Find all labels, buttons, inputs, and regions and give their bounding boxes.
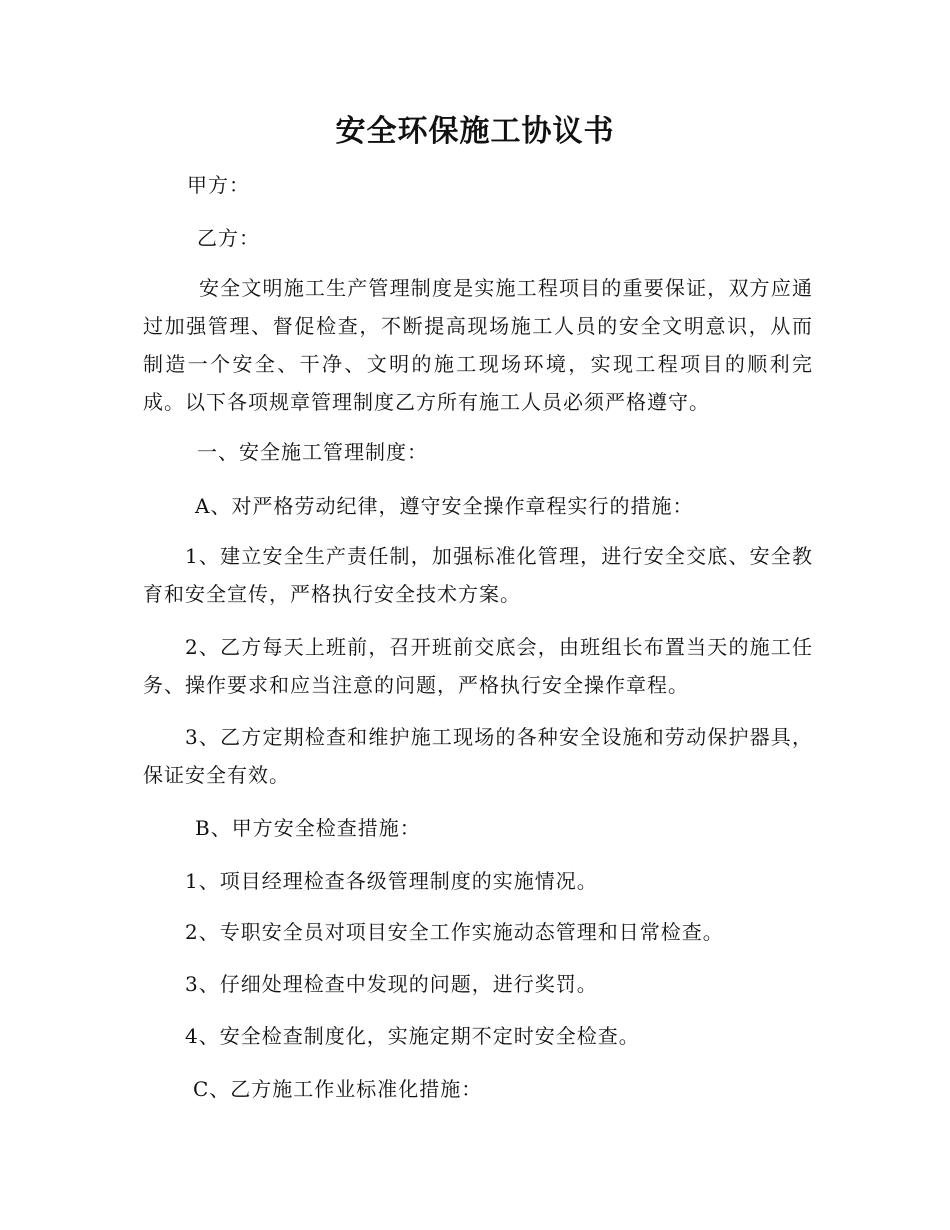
section-b-item: 3、仔细处理检查中发现的问题，进行奖罚。: [185, 972, 598, 996]
section-a-item: 2、乙方每天上班前，召开班前交底会，由班组长布置当天的施工任务、操作要求和应当注意的问题，严格执行安全操作章程。: [143, 635, 813, 697]
section-b-item: 4、安全检查制度化，实施定期不定时安全检查。: [185, 1024, 640, 1048]
section-a-heading: A、对严格劳动纪律，遵守安全操作章程实行的措施：: [195, 494, 694, 518]
section-a-item: 3、乙方定期检查和维护施工现场的各种安全设施和劳动保护器具，保证安全有效。: [143, 725, 813, 787]
document-title: 安全环保施工协议书: [335, 114, 615, 149]
section-c-heading: C、乙方施工作业标准化措施：: [193, 1077, 483, 1101]
intro-paragraph: 安全文明施工生产管理制度是实施工程项目的重要保证，双方应通过加强管理、督促检查，不断提高现场施工人员的安全文明意识，从而制造一个安全、干净、文明的施工现场环境，实现工程项目的顺利完成。以下各项规章管理制度乙方所有施工人员必须严格遵守。: [143, 276, 813, 414]
party-b-label: 乙方：: [197, 226, 260, 250]
section-1-heading: 一、安全施工管理制度：: [197, 440, 428, 464]
section-b-item: 1、项目经理检查各级管理制度的实施情况。: [185, 869, 598, 893]
section-b-item: 2、专职安全员对项目安全工作实施动态管理和日常检查。: [185, 920, 724, 944]
section-b-heading: B、甲方安全检查措施：: [195, 816, 421, 840]
section-a-item: 1、建立安全生产责任制，加强标准化管理，进行安全交底、安全教育和安全宣传，严格执行安全技术方案。: [143, 544, 813, 606]
party-a-label: 甲方：: [187, 173, 250, 197]
